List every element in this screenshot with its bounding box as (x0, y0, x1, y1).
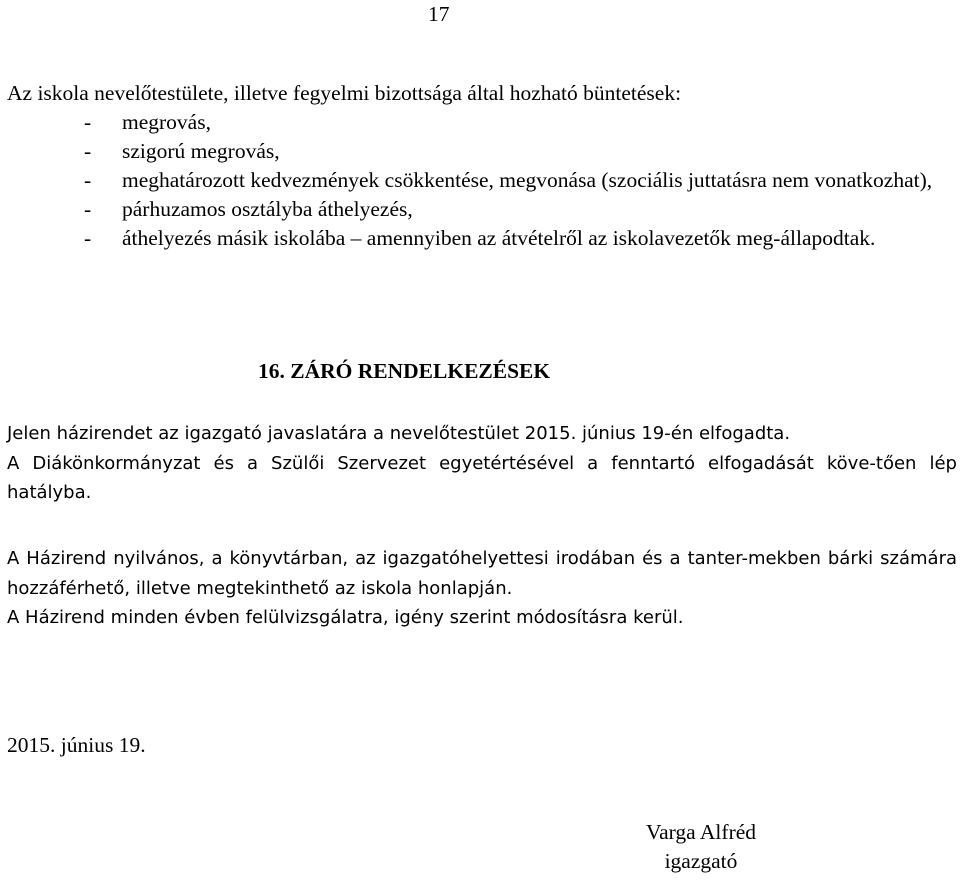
list-item-text: párhuzamos osztályba áthelyezés, (122, 197, 413, 221)
signature-block (640, 818, 762, 876)
list-item-text: megrovás, (122, 110, 211, 134)
list-dash: - (84, 110, 92, 134)
list-item-text: áthelyezés másik iskolába – amennyiben az átvételről az iskolavezetők meg-állapodtak. (122, 226, 876, 250)
penalties-intro: Az iskola nevelőtestülete, illetve fegyelmi bizottsága által hozható büntetések: (7, 81, 682, 105)
list-dash: - (84, 139, 92, 163)
penalties-list (84, 108, 956, 253)
list-item (84, 224, 956, 253)
list-item (84, 195, 956, 224)
paragraph-line: Jelen házirendet az igazgató javaslatára a nevelőtestület 2015. június 19-én elfogadta. (7, 423, 791, 444)
document-date: 2015. június 19. (7, 733, 146, 757)
paragraph-line: A Diákönkormányzat és a Szülői Szervezet egyetértésével a fenntartó elfogadását köve-tően lép hatályba. (7, 452, 957, 503)
list-item (84, 108, 956, 137)
section-heading: 16. ZÁRÓ RENDELKEZÉSEK (258, 359, 551, 383)
signatory-title: igazgató (664, 849, 738, 873)
list-item-text: szigorú megrovás, (122, 139, 280, 163)
paragraph-line: A Házirend nyilvános, a könyvtárban, az igazgatóhelyettesi irodában és a tanter-mekben bárki számára hozzáférhető, illetve megtekinthető az iskola honlapján. (7, 548, 957, 599)
list-dash: - (84, 226, 92, 250)
paragraph-adoption (7, 419, 957, 508)
paragraph-publicity (7, 544, 957, 633)
list-item (84, 166, 956, 195)
list-item-text: meghatározott kedvezmények csökkentése, megvonása (szociális juttatásra nem vonatkozhat), (122, 168, 933, 192)
list-dash: - (84, 168, 92, 192)
list-item (84, 137, 956, 166)
signatory-name: Varga Alfréd (645, 820, 757, 844)
list-dash: - (84, 197, 92, 221)
page-number: 17 (428, 2, 450, 26)
paragraph-line: A Házirend minden évben felülvizsgálatra, igény szerint módosításra kerül. (7, 607, 684, 628)
